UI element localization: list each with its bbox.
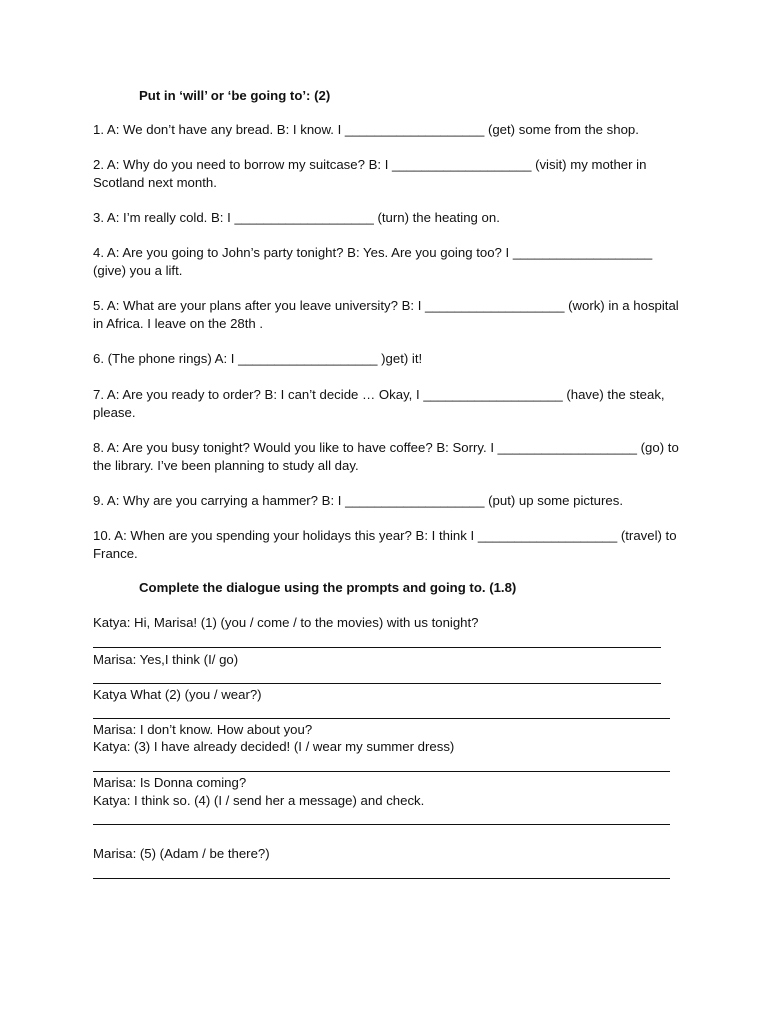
exercise-item-6: 6. (The phone rings) A: I ___________________ )get) it! bbox=[93, 351, 423, 366]
answer-rule-2 bbox=[93, 683, 661, 684]
exercise-item-4: 4. A: Are you going to John’s party tonight? B: Yes. Are you going too? I ___________________ (give) you a lift. bbox=[93, 245, 653, 278]
exercise-item-2: 2. A: Why do you need to borrow my suitcase? B: I ___________________ (visit) my mother in Scotland next month. bbox=[93, 157, 647, 190]
answer-rule-1 bbox=[93, 647, 661, 648]
dialogue-line-8: Marisa: (5) (Adam / be there?) bbox=[93, 846, 270, 861]
exercise-item-9: 9. A: Why are you carrying a hammer? B: I ___________________ (put) up some pictures. bbox=[93, 493, 624, 508]
dialogue-line-5: Katya: (3) I have already decided! (I / wear my summer dress) bbox=[93, 739, 455, 754]
dialogue-line-2: Marisa: Yes,I think (I/ go) bbox=[93, 652, 239, 667]
answer-rule-3 bbox=[93, 718, 670, 719]
exercise-item-10: 10. A: When are you spending your holidays this year? B: I think I ___________________ (travel) to France. bbox=[93, 528, 677, 561]
answer-rule-5 bbox=[93, 824, 670, 825]
section-2-heading: Complete the dialogue using the prompts and going to. (1.8) bbox=[139, 580, 517, 595]
exercise-item-8: 8. A: Are you busy tonight? Would you like to have coffee? B: Sorry. I ___________________ (go) to the library. I’ve been planning to study all day. bbox=[93, 440, 679, 473]
section-1-heading: Put in ‘will’ or ‘be going to’: (2) bbox=[139, 88, 331, 103]
dialogue-line-6: Marisa: Is Donna coming? bbox=[93, 775, 247, 790]
dialogue-line-4: Marisa: I don’t know. How about you? bbox=[93, 722, 313, 737]
answer-rule-4 bbox=[93, 771, 670, 772]
exercise-item-7: 7. A: Are you ready to order? B: I can’t decide … Okay, I ___________________ (have) the steak, please. bbox=[93, 387, 665, 420]
exercise-item-3: 3. A: I’m really cold. B: I ___________________ (turn) the heating on. bbox=[93, 210, 500, 225]
dialogue-line-1: Katya: Hi, Marisa! (1) (you / come / to the movies) with us tonight? bbox=[93, 615, 479, 630]
dialogue-line-3: Katya What (2) (you / wear?) bbox=[93, 687, 262, 702]
exercise-item-5: 5. A: What are your plans after you leave university? B: I ___________________ (work) in a hospital in Africa. I leave on the 28th . bbox=[93, 298, 679, 331]
answer-rule-6 bbox=[93, 878, 670, 879]
exercise-item-1: 1. A: We don’t have any bread. B: I know. I ___________________ (get) some from the shop. bbox=[93, 122, 639, 137]
dialogue-line-7: Katya: I think so. (4) (I / send her a message) and check. bbox=[93, 793, 425, 808]
